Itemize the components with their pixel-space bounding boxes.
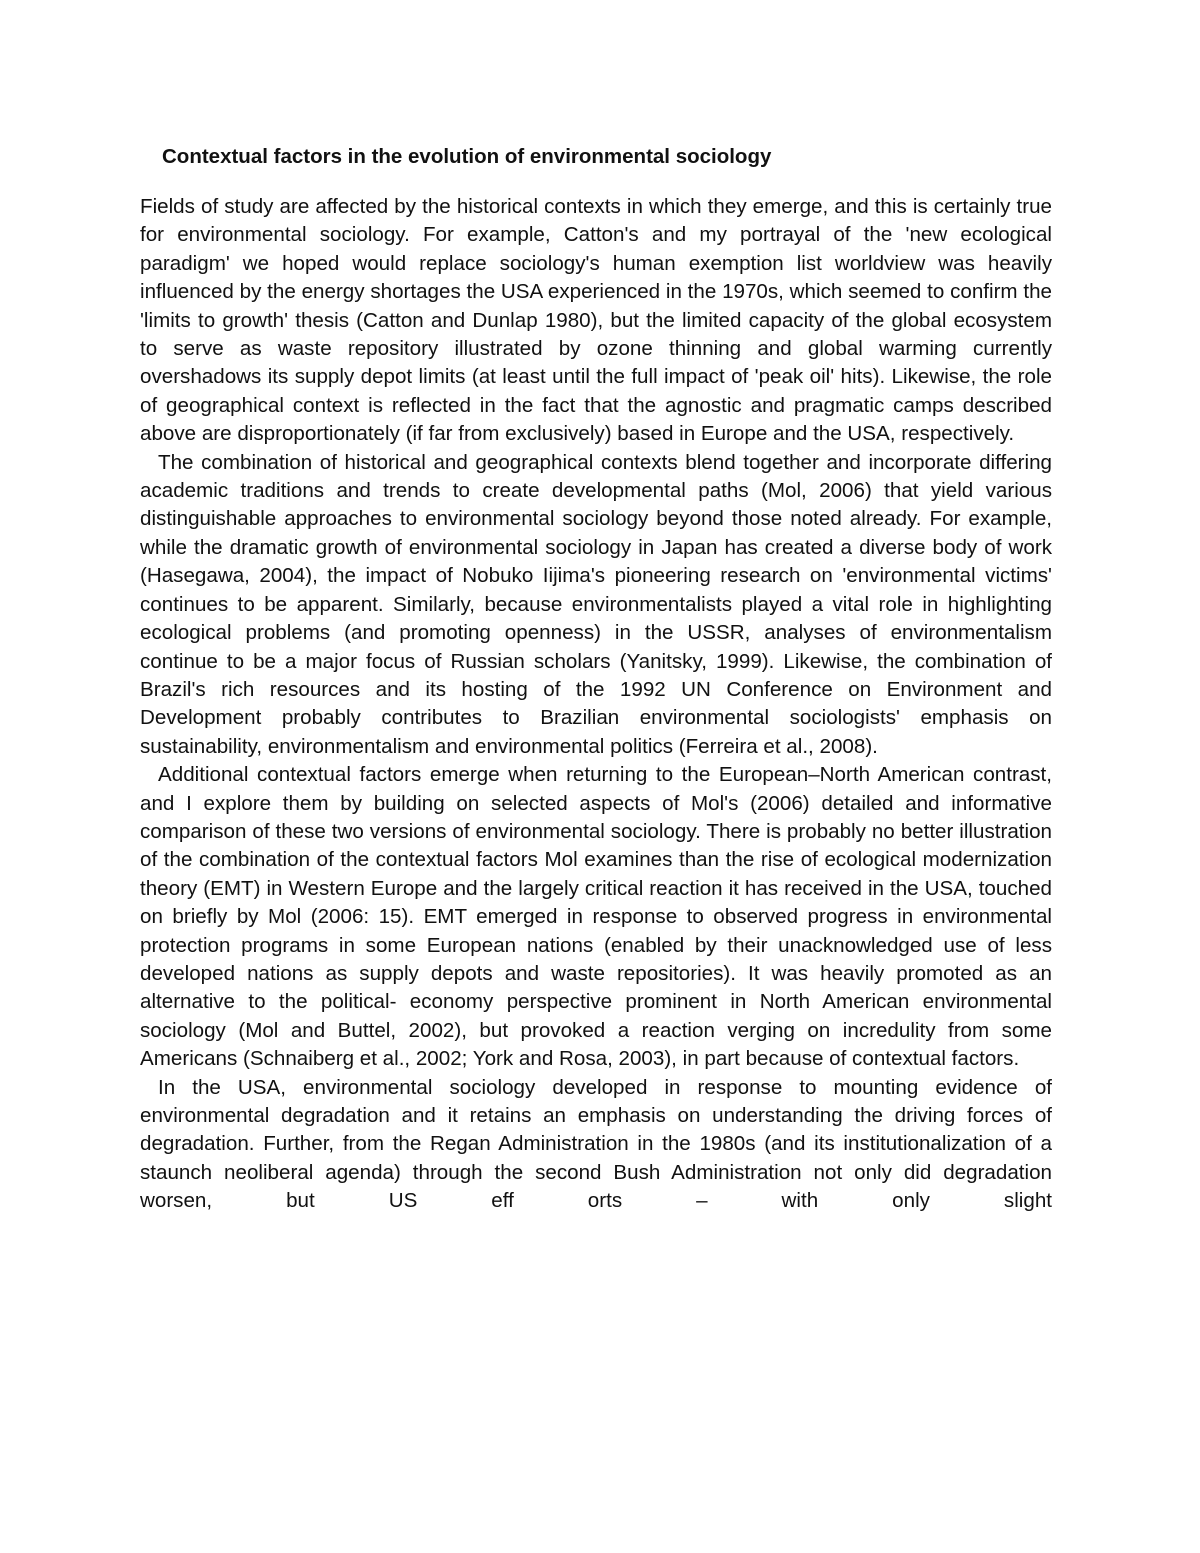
paragraph: In the USA, environmental sociology developed in response to mounting evidence of environmental degradation and it retains an emphasis on understanding the driving forces of degradation. Further, from the Regan Administration in the 1980s (and its institutionalization of a staunch neoliberal agenda) through the second Bush Administration not only did degradation worsen, but US eff orts – with only slight xyxy=(140,1075,1052,1213)
paragraph: Fields of study are affected by the historical contexts in which they emerge, and this is certainly true for environmental sociology. For example, Catton's and my portrayal of the 'new ecological paradigm' we hoped would replace sociology's human exemption list worldview was heavily influenced by the energy shortages the USA experienced in the 1970s, which seemed to confirm the 'limits to growth' thesis (Catton and Dunlap 1980), but the limited capacity of the global ecosystem to serve as waste repository illustrated by ozone thinning and global warming currently overshadows its supply depot limits (at least until the full impact of 'peak oil' hits). Likewise, the role of geographical context is reflected in the fact that the agnostic and pragmatic camps described above are disproportionately (if far from exclusively) based in Europe and the USA, respectively. xyxy=(140,195,1052,446)
document-title: Contextual factors in the evolution of environmental sociology xyxy=(162,145,772,168)
document-body xyxy=(140,193,1052,1216)
paragraph: The combination of historical and geographical contexts blend together and incorporate differing academic traditions and trends to create developmental paths (Mol, 2006) that yield various distinguishable approaches to environmental sociology beyond those noted already. For example, while the dramatic growth of environmental sociology in Japan has created a diverse body of work (Hasegawa, 2004), the impact of Nobuko Iijima's pioneering research on 'environmental victims' continues to be apparent. Similarly, because environmentalists played a vital role in highlighting ecological problems (and promoting openness) in the USSR, analyses of environmentalism continue to be a major focus of Russian scholars (Yanitsky, 1999). Likewise, the combination of Brazil's rich resources and its hosting of the 1992 UN Conference on Environment and Development probably contributes to Brazilian environmental sociologists' emphasis on sustainability, environmentalism and environmental politics (Ferreira et al., 2008). xyxy=(140,450,1052,758)
paragraph: Additional contextual factors emerge when returning to the European–North American contrast, and I explore them by building on selected aspects of Mol's (2006) detailed and informative comparison of these two versions of environmental sociology. There is probably no better illustration of the combination of the contextual factors Mol examines than the rise of ecological modernization theory (EMT) in Western Europe and the largely critical reaction it has received in the USA, touched on briefly by Mol (2006: 15). EMT emerged in response to observed progress in environmental protection programs in some European nations (enabled by their unacknowledged use of less developed nations as supply depots and waste repositories). It was heavily promoted as an alternative to the political- economy perspective prominent in North American environmental sociology (Mol and Buttel, 2002), but provoked a reaction verging on incredulity from some Americans (Schnaiberg et al., 2002; York and Rosa, 2003), in part because of contextual factors. xyxy=(140,763,1052,1071)
